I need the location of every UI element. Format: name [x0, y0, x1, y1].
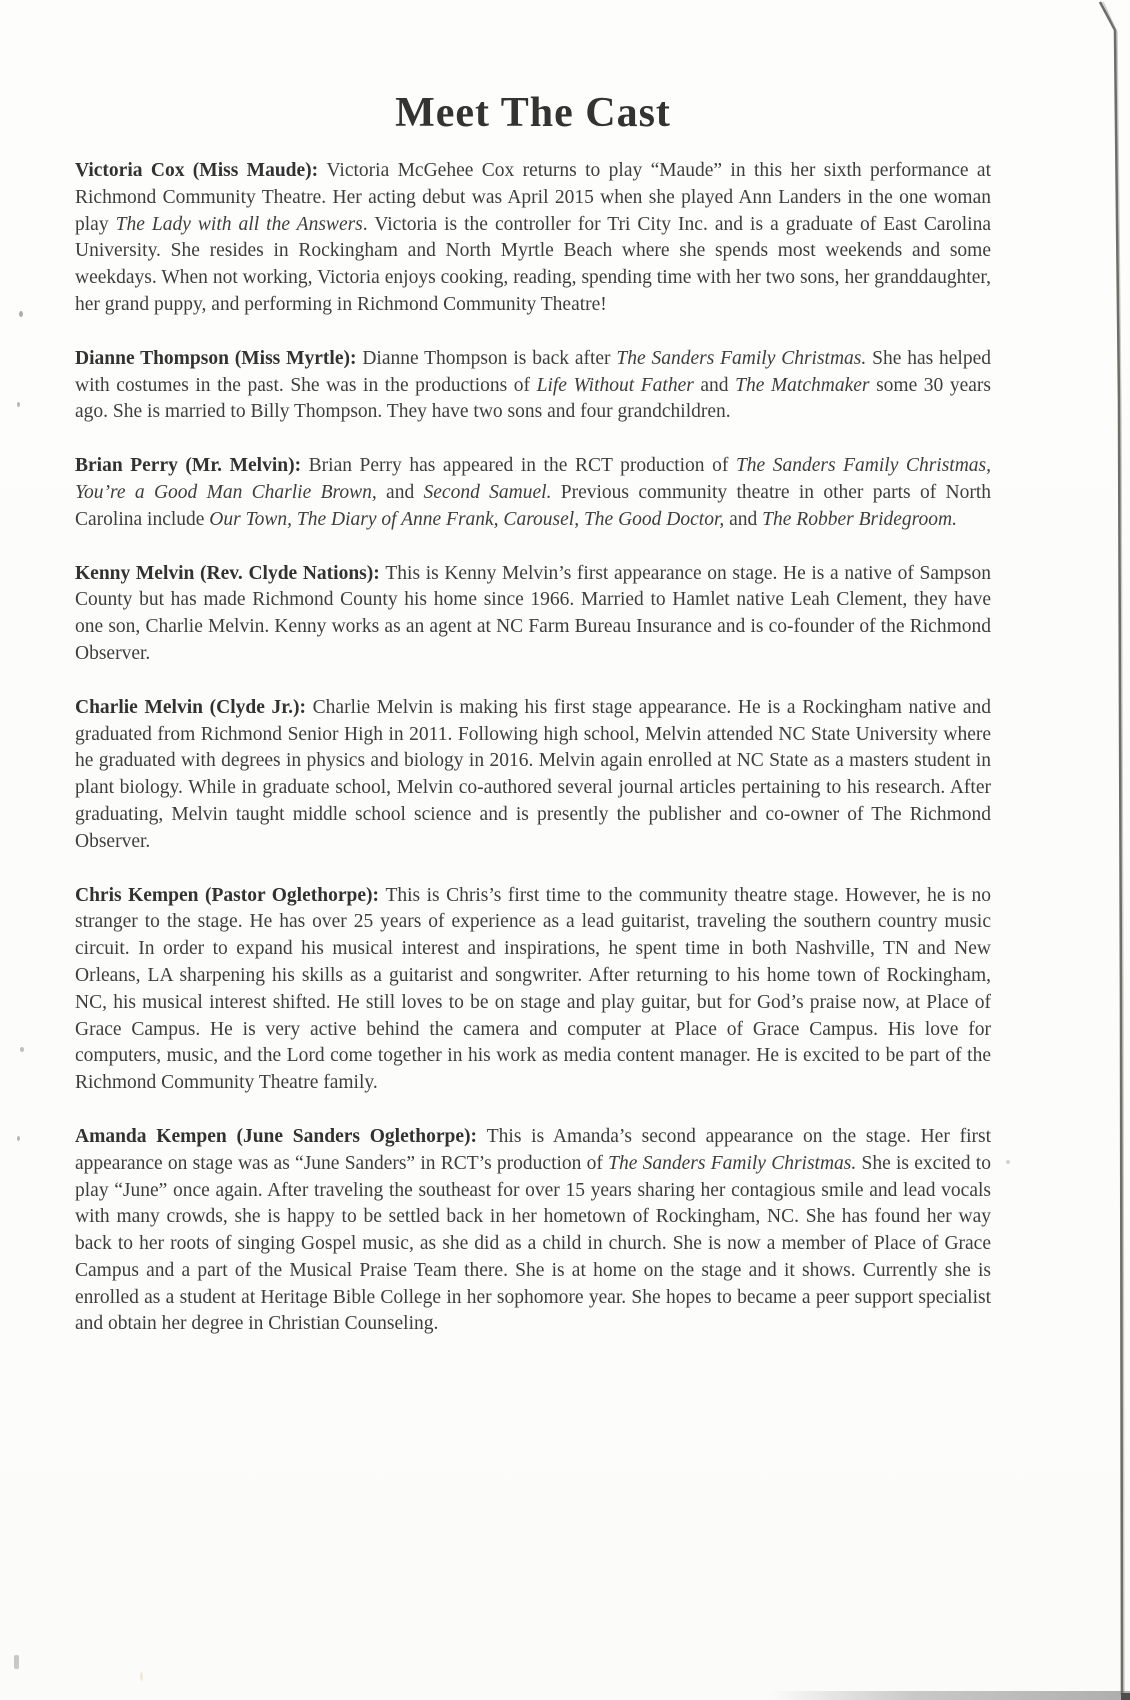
- scan-speck: [14, 1655, 19, 1669]
- scan-bottom-shadow: [770, 1691, 1130, 1700]
- cast-bio-charlie-melvin: [75, 695, 991, 856]
- cast-name-role-lead: Charlie Melvin (Clyde Jr.):: [75, 696, 313, 718]
- scan-speck: [20, 1047, 24, 1052]
- cast-name-role-lead: Chris Kempen (Pastor Oglethorpe):: [75, 884, 386, 906]
- cast-bio-dianne-thompson: [75, 346, 991, 426]
- show-title-italic: The Sanders Family Christmas, You’re a Good Man Charlie Brown,: [75, 455, 992, 503]
- bio-text: She has helped with costumes in the past. She was in the productions of: [75, 347, 991, 396]
- cast-name-role-lead: Amanda Kempen (June Sanders Oglethorpe):: [75, 1125, 487, 1147]
- bio-text: Charlie Melvin is making his first stage appearance. He is a Rockingham native and graduated from Richmond Senior High in 2011. Following high school, Melvin attended NC State University where he graduated with degrees in physics and biology in 2016. Melvin again enrolled at NC State as a masters student in plant biology. While in graduate school, Melvin co-authored several journal articles pertaining to his research. After graduating, Melvin taught middle school science and is presently the publisher and co-owner of The Richmond Observer.: [75, 696, 991, 852]
- bio-text: She is excited to play “June” once again. After traveling the southeast for over 15 years sharing her contagious smile and lead vocals with many crowds, she is happy to be settled back in her hometown of Rockingham, NC. She has found her way back to her roots of singing Gospel music, as she did as a child in church. She is now a member of Place of Grace Campus and a part of the Musical Praise Team there. She is at home on the stage and it shows. Currently she is enrolled as a student at Heritage Bible College in her sophomore year. She hopes to became a peer support specialist and obtain her degree in Christian Counseling.: [75, 1152, 991, 1335]
- show-title-italic: The Matchmaker: [735, 374, 870, 396]
- scan-corner-mark: [1121, 1693, 1130, 1700]
- scan-speck: [17, 1136, 20, 1141]
- cast-list: [75, 158, 991, 1338]
- bio-text: . Victoria is the controller for Tri City Inc. and is a graduate of East Carolina University. She resides in Rockingham and North Myrtle Beach where she spends most weekends and some weekdays. When not working, Victoria enjoys cooking, reading, spending time with her two sons, her granddaughter, her grand puppy, and performing in Richmond Community Theatre!: [75, 213, 991, 315]
- bio-text: and: [693, 374, 736, 396]
- cast-name-role-lead: Brian Perry (Mr. Melvin):: [75, 455, 309, 477]
- cast-bio-chris-kempen: [75, 883, 991, 1097]
- bio-text: This is Kenny Melvin’s first appearance on stage. He is a native of Sampson County but has made Richmond County his home since 1966. Married to Hamlet native Leah Clement, they have one son, Charlie Melvin. Kenny works as an agent at NC Farm Bureau Insurance and is co-founder of the Richmond Observer.: [75, 562, 991, 664]
- show-title-italic: The Robber Bridegroom.: [762, 508, 957, 530]
- bio-text: some 30 years ago. She is married to Billy Thompson. They have two sons and four grandchildren.: [75, 374, 991, 423]
- bio-text: and: [376, 481, 424, 503]
- cast-name-role-lead: Dianne Thompson (Miss Myrtle):: [75, 347, 363, 369]
- cast-bio-victoria-cox: [75, 158, 991, 319]
- bio-text: and: [724, 508, 763, 530]
- scan-speck: [17, 402, 20, 407]
- show-title-italic: The Sanders Family Christmas.: [616, 347, 867, 369]
- show-title-italic: The Sanders Family Christmas.: [608, 1152, 857, 1174]
- content-column: [75, 0, 991, 1365]
- page-title: Meet The Cast: [395, 90, 671, 136]
- scan-speck: [1006, 1160, 1010, 1164]
- show-title-italic: Second Samuel.: [423, 481, 552, 503]
- bio-text: This is Chris’s first time to the community theatre stage. However, he is no stranger to the stage. He has over 25 years of experience as a lead guitarist, traveling the southern country music circuit. In order to expand his musical interest and inspirations, he spent time in both Nashville, TN and New Orleans, LA sharpening his skills as a guitarist and songwriter. After returning to his home town of Rockingham, NC, his musical interest shifted. He still loves to be on stage and play guitar, but for God’s praise now, at Place of Grace Campus. He is very active behind the camera and computer at Place of Grace Campus. His love for computers, music, and the Lord come together in his work as media content manager. He is excited to be part of the Richmond Community Theatre family.: [75, 884, 991, 1094]
- show-title-italic: The Lady with all the Answers: [115, 213, 363, 235]
- cast-bio-kenny-melvin: [75, 561, 991, 668]
- cast-name-role-lead: Victoria Cox (Miss Maude):: [75, 160, 327, 181]
- cast-bio-brian-perry: [75, 453, 991, 533]
- show-title-italic: Our Town, The Diary of Anne Frank, Carousel, The Good Doctor,: [209, 508, 725, 530]
- cast-bio-amanda-kempen: [75, 1124, 991, 1338]
- bio-text: Brian Perry has appeared in the RCT production of: [308, 455, 736, 477]
- bio-text: Previous community theatre in other parts of North Carolina include: [75, 481, 992, 530]
- cast-name-role-lead: Kenny Melvin (Rev. Clyde Nations):: [75, 562, 386, 584]
- show-title-italic: Life Without Father: [536, 374, 694, 396]
- bio-text: This is Amanda’s second appearance on the stage. Her first appearance on stage was as “June Sanders” in RCT’s production of: [75, 1125, 991, 1174]
- bio-text: Dianne Thompson is back after: [362, 347, 617, 369]
- scan-speck: [140, 1672, 143, 1681]
- scan-speck: [19, 311, 23, 317]
- bio-text: Victoria McGehee Cox returns to play “Maude” in this her sixth performance at Richmond Community Theatre. Her acting debut was April 2015 when she played Ann Landers in the one woman play: [75, 160, 991, 235]
